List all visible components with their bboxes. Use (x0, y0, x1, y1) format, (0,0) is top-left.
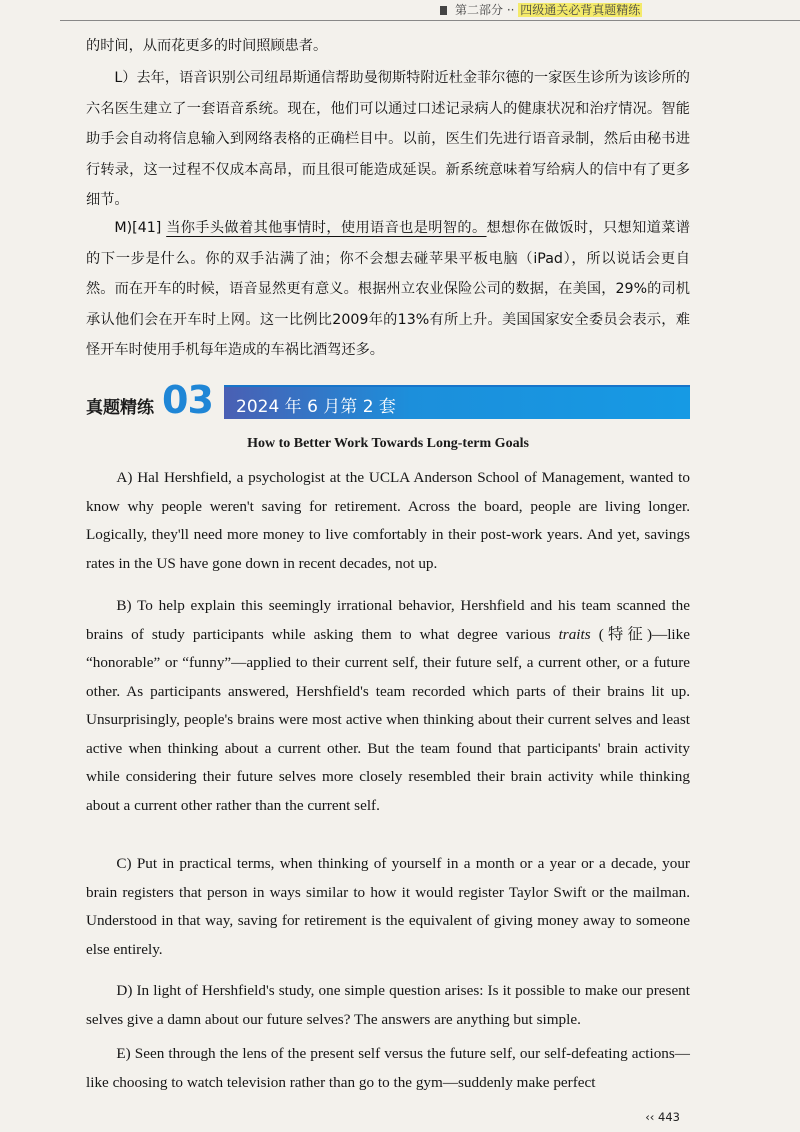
header-part: 第二部分 (455, 3, 504, 17)
paragraph-b-part2: —like “honorable” or “funny”—applied to their current self, their future self, a current other, or a future other. As participants answered, Hershfield's team recorded which parts of their brains lit up. Unsurprisingly, people's brains were most active when thinking about their current selves and least active when thinking about a current other. But the team found that participants' brain activity while considering their future selves more closely resembled their brain activity while thinking about a current other rather than the current self. (86, 625, 690, 814)
chinese-paragraph-continuation: 的时间，从而花更多的时间照顾患者。 (86, 38, 328, 54)
running-header: 第二部分 ·· 四级通关必背真题精练 (440, 0, 800, 20)
banner-label: 真题精练 (86, 398, 154, 418)
paragraph-b-part1: B) To help explain this seemingly irrational behavior, Hershfield and his team scanned the brains of study participants while asking them to what degree various (86, 597, 690, 643)
banner-number: 03 (162, 378, 213, 422)
passage-paragraph-b (86, 592, 690, 820)
banner-bar (224, 385, 690, 419)
paragraph-m-rest: 想想你在做饭时，只想知道菜谱的下一步是什么。你的双手沾满了油；你不会想去碰苹果平板电脑（iPad），所以说话会更自然。而在开车的时候，语音显然更有意义。根据州立农业保险公司的数据，在美国，29%的司机承认他们会在开车时上网。这一比例比2009年的13%有所上升。美国国家安全委员会表示，难怪开车时使用手机每年造成的车祸比酒驾还多。 (86, 220, 690, 358)
paragraph-b-gloss: (特征) (590, 625, 653, 643)
paragraph-m-answer-sentence: 当你手头做着其他事情时，使用语音也是明智的。 (166, 220, 487, 236)
chinese-paragraph-l: L）去年，语音识别公司纽昂斯通信帮助曼彻斯特附近杜金菲尔德的一家医生诊所为该诊所的六名医生建立了一套语音系统。现在，他们可以通过口述记录病人的健康状况和治疗情况。智能助手会自动将信息输入到网络表格的正确栏目中。以前，医生们先进行语音录制，然后由秘书进行转录，这一过程不仅成本高昂，而且很可能造成延误。新系统意味着写给病人的信中有了更多细节。 (86, 70, 690, 208)
header-square-icon (440, 6, 447, 15)
paragraph-b-term: traits (558, 625, 591, 643)
chinese-paragraph-m (86, 213, 690, 366)
paragraph-m-marker: M)[41] (114, 220, 162, 236)
passage-paragraph-c: C) Put in practical terms, when thinking of yourself in a month or a year or a decade, your brain registers that person in ways similar to how it would register Taylor Swift or the mailman. Understood in that way, saving for retirement is the equivalent of giving money away to someone else entirely. (86, 855, 690, 958)
header-section: 四级通关必背真题精练 (520, 3, 641, 17)
header-rule (60, 20, 800, 21)
passage-title: How to Better Work Towards Long-term Goals (247, 436, 529, 451)
passage-paragraph-d: D) In light of Hershfield's study, one simple question arises: Is it possible to make our present selves give a damn about our future selves? The answers are anything but simple. (86, 982, 690, 1028)
passage-paragraph-e: E) Seen through the lens of the present self versus the future self, our self-defeating actions—like choosing to watch television rather than go to the gym—suddenly make perfect (86, 1045, 690, 1091)
banner-exam: 2024 年 6 月第 2 套 (236, 397, 396, 417)
page-number: ‹‹ 443 (645, 1110, 680, 1124)
passage-paragraph-a: A) Hal Hershfield, a psychologist at the UCLA Anderson School of Management, wanted to know why people weren't saving for retirement. Across the board, people are living longer. Logically, they'll need more money to live comfortably in their post-work years. And yet, savings rates in the US have gone down in recent decades, not up. (86, 469, 690, 572)
section-banner (86, 378, 690, 423)
